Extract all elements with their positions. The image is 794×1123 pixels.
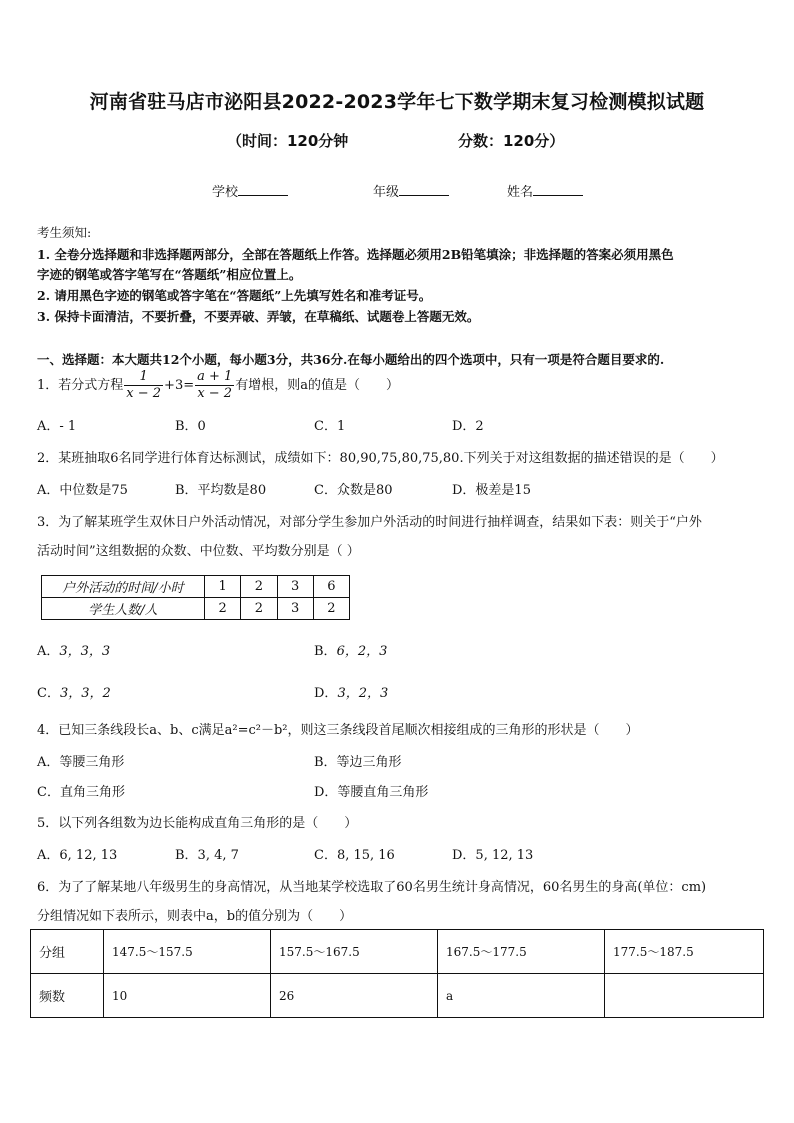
q4-option-c: C．直角三角形 [37, 785, 125, 800]
table-cell: a [438, 974, 605, 1018]
q1-option-c: C．1 [314, 419, 346, 434]
exam-time: （时间：120分钟 [227, 132, 349, 150]
table-cell: 177.5～187.5 [605, 930, 764, 974]
table-cell: 157.5～167.5 [271, 930, 438, 974]
question-2-stem: 2．某班抽取6名同学进行体育达标测试，成绩如下：80,90,75,80,75,80.下列关于对这组数据的描述错误的是（ ） [37, 451, 724, 466]
q3-table [41, 575, 350, 620]
q3-option-c-letter: C． [37, 686, 60, 701]
school-field [212, 181, 288, 200]
table-cell: 6 [313, 576, 349, 598]
notice-line-4: 3. 保持卡面清洁，不要折叠，不要弄破、弄皱，在草稿纸、试题卷上答题无效。 [37, 309, 480, 324]
q1-option-a: A．- 1 [37, 419, 77, 434]
q1-frac1-num: 1 [124, 369, 163, 386]
table-cell: 1 [205, 576, 241, 598]
table-cell: 26 [271, 974, 438, 1018]
table-cell: 167.5～177.5 [438, 930, 605, 974]
table-cell: 3 [277, 598, 313, 620]
notice-line-2: 字迹的钢笔或答字笔写在“答题纸”相应位置上。 [37, 267, 302, 282]
q4-option-b: B．等边三角形 [314, 755, 402, 770]
q1-option-d: D．2 [452, 419, 484, 434]
table-row [42, 598, 350, 620]
page-title: 河南省驻马店市泌阳县2022-2023学年七下数学期末复习检测模拟试题 [89, 91, 705, 113]
notice-heading: 考生须知: [37, 225, 92, 240]
school-blank [238, 183, 288, 196]
exam-score: 分数：120分） [458, 132, 565, 150]
q3-option-c [37, 682, 111, 701]
q1-frac1-den: x − 2 [126, 386, 162, 401]
q3-option-a-letter: A． [37, 644, 60, 659]
question-5-stem: 5．以下列各组数为边长能构成直角三角形的是（ ） [37, 816, 358, 831]
table-row [31, 974, 764, 1018]
q3-option-a [37, 640, 110, 659]
question-3-stem-line-1: 3．为了解某班学生双休日户外活动情况，对部分学生参加户外活动的时间进行抽样调查，结果如下表：则关于“户外 [37, 515, 702, 530]
table-cell: 3 [277, 576, 313, 598]
q1-option-b: B．0 [175, 419, 206, 434]
q1-mid: +3= [164, 378, 195, 393]
table-cell: 分组 [31, 930, 104, 974]
q1-frac2-den: x − 2 [197, 386, 233, 401]
q2-option-b: B．平均数是80 [175, 483, 267, 498]
q1-suffix: 有增根，则a的值是（ ） [235, 378, 400, 393]
q3-option-b [314, 640, 387, 659]
q5-option-d: D．5, 12, 13 [452, 848, 534, 863]
q5-option-b: B．3, 4, 7 [175, 848, 239, 863]
table-cell: 2 [313, 598, 349, 620]
table-cell: 2 [241, 598, 277, 620]
table-cell: 学生人数/人 [42, 598, 205, 620]
question-4-stem: 4．已知三条线段长a、b、c满足a²=c²－b²，则这三条线段首尾顺次相接组成的三角形的形状是（ ） [37, 723, 639, 738]
name-blank [533, 183, 583, 196]
table-cell: 频数 [31, 974, 104, 1018]
q4-option-d: D．等腰直角三角形 [314, 785, 429, 800]
q3-option-b-letter: B． [314, 644, 337, 659]
table-cell: 147.5～157.5 [104, 930, 271, 974]
q2-option-d: D．极差是15 [452, 483, 531, 498]
q6-table [30, 929, 764, 1018]
grade-blank [399, 183, 449, 196]
notice-line-3: 2. 请用黑色字迹的钢笔或答字笔在“答题纸”上先填写姓名和准考证号。 [37, 288, 432, 303]
q3-option-d-value: 3，2，3 [337, 686, 389, 701]
q2-option-c: C．众数是80 [314, 483, 393, 498]
notice-line-1: 1. 全卷分选择题和非选择题两部分，全部在答题纸上作答。选择题必须用2B铅笔填涂；非选择题的答案必须用黑色 [37, 247, 674, 262]
table-cell: 2 [205, 598, 241, 620]
q1-frac2-num: a + 1 [197, 369, 233, 384]
table-cell [605, 974, 764, 1018]
q3-option-c-value: 3，3，2 [59, 686, 111, 701]
q3-option-d-letter: D． [314, 686, 338, 701]
grade-label: 年级 [373, 185, 400, 200]
q3-option-d [314, 682, 388, 701]
name-field [507, 181, 583, 200]
grade-field [373, 181, 449, 200]
q5-option-c: C．8, 15, 16 [314, 848, 395, 863]
table-cell: 10 [104, 974, 271, 1018]
q1-fraction-right [195, 369, 234, 402]
question-6-stem-line-2: 分组情况如下表所示，则表中a，b的值分别为（ ） [37, 909, 353, 924]
q1-fraction-left [124, 369, 163, 402]
table-cell: 2 [241, 576, 277, 598]
q1-prefix: 1．若分式方程 [37, 378, 124, 393]
q4-option-a: A．等腰三角形 [37, 755, 125, 770]
section-heading: 一、选择题：本大题共12个小题，每小题3分，共36分.在每小题给出的四个选项中，只有一项是符合题目要求的. [37, 352, 665, 367]
q5-option-a: A．6, 12, 13 [37, 848, 118, 863]
q3-option-b-value: 6，2，3 [336, 644, 388, 659]
question-6-stem-line-1: 6．为了了解某地八年级男生的身高情况，从当地某学校选取了60名男生统计身高情况，60名男生的身高(单位：cm) [37, 880, 707, 895]
q3-option-a-value: 3，3，3 [59, 644, 111, 659]
school-label: 学校 [212, 185, 239, 200]
table-row [31, 930, 764, 974]
q2-option-a: A．中位数是75 [37, 483, 128, 498]
table-cell: 户外活动的时间/小时 [42, 576, 205, 598]
question-1-stem [37, 369, 399, 402]
name-label: 姓名 [507, 185, 534, 200]
table-row [42, 576, 350, 598]
question-3-stem-line-2: 活动时间”这组数据的众数、中位数、平均数分别是（ ） [37, 544, 360, 559]
